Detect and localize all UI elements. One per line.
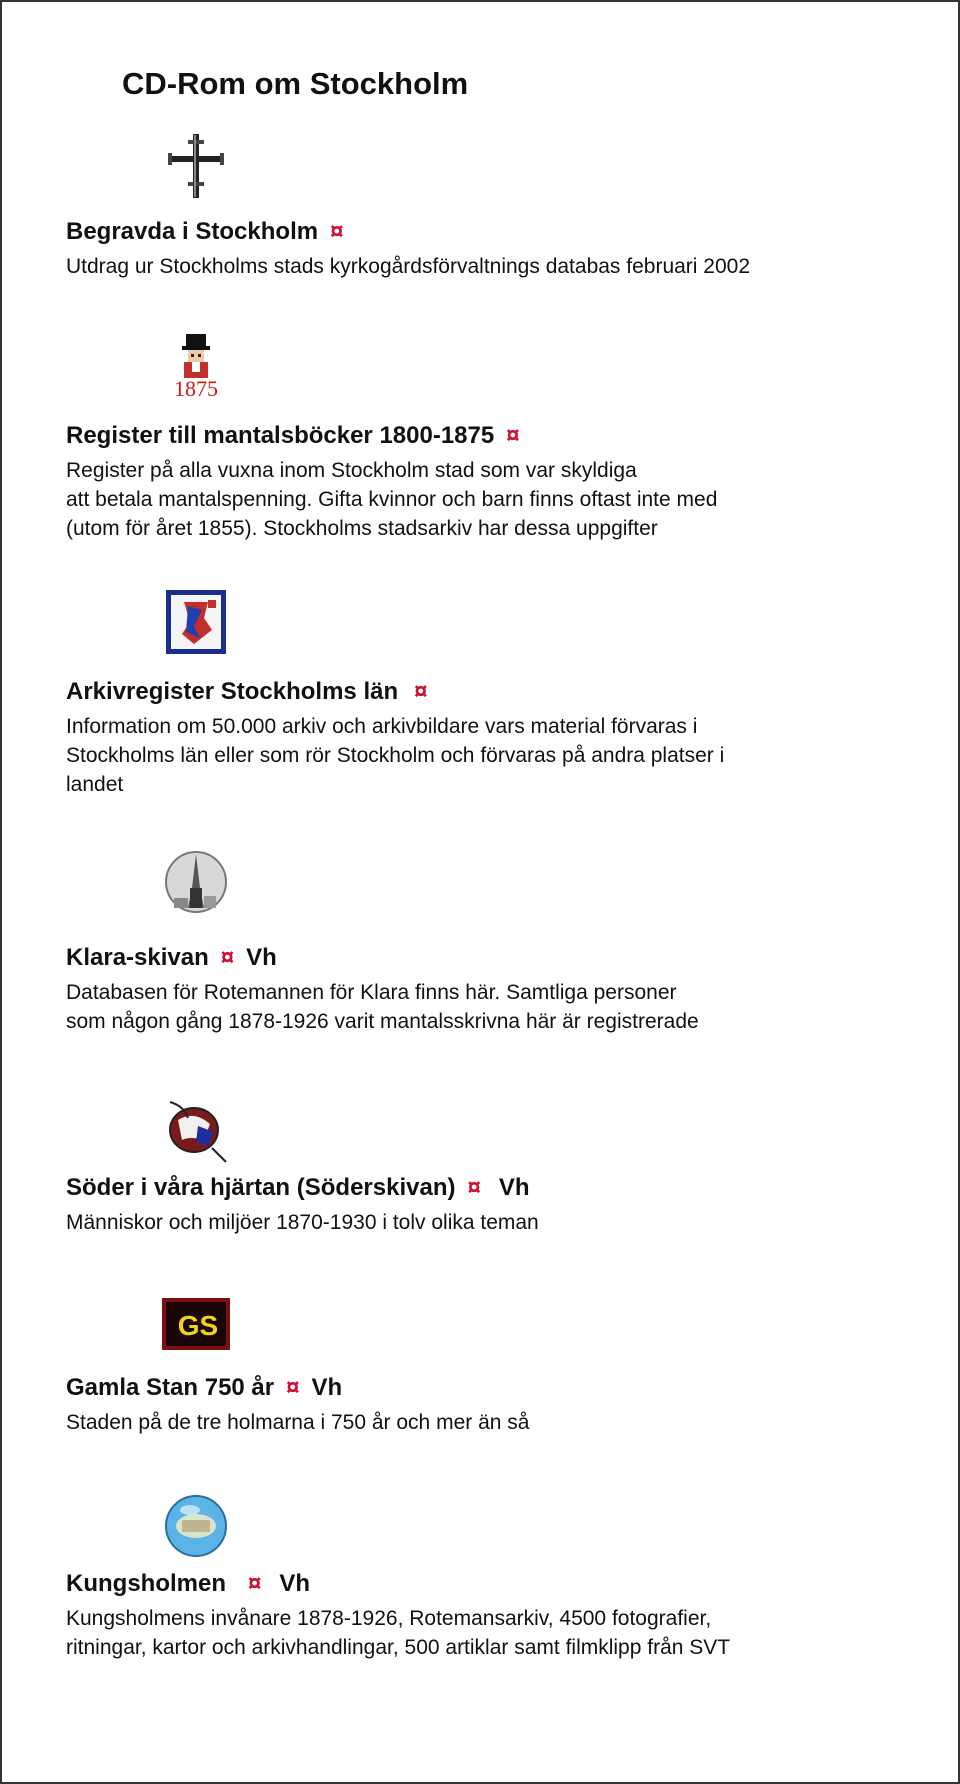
entry-begravda: [66, 216, 946, 281]
marker-symbol[interactable]: ¤: [220, 944, 235, 971]
entry-description: [66, 1408, 946, 1437]
globe-icon[interactable]: [162, 1492, 230, 1560]
description-line: landet: [66, 773, 124, 796]
marker-symbol[interactable]: ¤: [248, 1570, 262, 1597]
entry-description: [66, 456, 946, 543]
entry-description: [66, 978, 946, 1036]
gs-logo-text: GS: [177, 1310, 219, 1341]
archive-register-icon[interactable]: [162, 588, 230, 656]
vh-tag[interactable]: Vh: [279, 1570, 311, 1597]
church-spire-icon[interactable]: [162, 848, 230, 916]
entry-kungsholmen: [66, 1568, 946, 1662]
description-line: Staden på de tre holmarna i 750 år och mer än så: [66, 1411, 530, 1434]
entry-arkivregister: [66, 676, 946, 799]
description-line: Register på alla vuxna inom Stockholm stad som var skyldiga: [66, 459, 637, 482]
svg-text:1875: 1875: [174, 376, 218, 400]
description-line: ritningar, kartor och arkivhandlingar, 500 artiklar samt filmklipp från SVT: [66, 1636, 731, 1659]
description-line: som någon gång 1878-1926 varit mantalsskrivna här är registrerade: [66, 1010, 699, 1033]
vh-tag[interactable]: Vh: [498, 1174, 530, 1201]
cross-icon[interactable]: [162, 132, 230, 200]
entry-title[interactable]: Klara-skivan: [66, 944, 209, 971]
entry-klara-skivan: [66, 942, 946, 1036]
entry-title[interactable]: Register till mantalsböcker 1800-1875: [66, 422, 495, 449]
description-line: Databasen för Rotemannen för Klara finns här. Samtliga personer: [66, 981, 677, 1004]
gentleman-1875-icon[interactable]: [162, 332, 230, 400]
entry-description: [66, 712, 946, 799]
entry-title[interactable]: Gamla Stan 750 år: [66, 1374, 275, 1401]
entry-description: [66, 1604, 946, 1662]
entry-soder: [66, 1172, 946, 1237]
entry-description: [66, 1208, 946, 1237]
page-title: CD-Rom om Stockholm: [122, 66, 469, 101]
description-line: Utdrag ur Stockholms stads kyrkogårdsförvaltnings databas februari 2002: [66, 255, 751, 278]
entry-title[interactable]: Begravda i Stockholm: [66, 218, 319, 245]
entry-title[interactable]: Söder i våra hjärtan (Söderskivan): [66, 1174, 456, 1201]
gs-logo-icon[interactable]: [162, 1298, 230, 1350]
marker-symbol[interactable]: ¤: [414, 678, 428, 705]
description-line: Kungsholmens invånare 1878-1926, Rotemansarkiv, 4500 fotografier,: [66, 1607, 712, 1630]
entry-gamla-stan: [66, 1372, 946, 1437]
marker-symbol[interactable]: ¤: [506, 422, 520, 449]
marker-symbol[interactable]: ¤: [467, 1174, 481, 1201]
entry-title[interactable]: Kungsholmen: [66, 1570, 226, 1597]
heart-scroll-icon[interactable]: [162, 1096, 230, 1164]
entry-mantalsbocker: [66, 420, 946, 543]
vh-tag[interactable]: Vh: [246, 944, 277, 971]
marker-symbol[interactable]: ¤: [286, 1374, 300, 1401]
description-line: Stockholms län eller som rör Stockholm och förvaras på andra platser i: [66, 744, 725, 767]
description-line: att betala mantalspenning. Gifta kvinnor och barn finns oftast inte med: [66, 488, 718, 511]
description-line: Människor och miljöer 1870-1930 i tolv olika teman: [66, 1211, 539, 1234]
entry-title[interactable]: Arkivregister Stockholms län: [66, 678, 399, 705]
description-line: Information om 50.000 arkiv och arkivbildare vars material förvaras i: [66, 715, 698, 738]
description-line: (utom för året 1855). Stockholms stadsarkiv har dessa uppgifter: [66, 517, 658, 540]
entry-description: [66, 252, 946, 281]
marker-symbol[interactable]: ¤: [330, 218, 344, 245]
vh-tag[interactable]: Vh: [311, 1374, 343, 1401]
